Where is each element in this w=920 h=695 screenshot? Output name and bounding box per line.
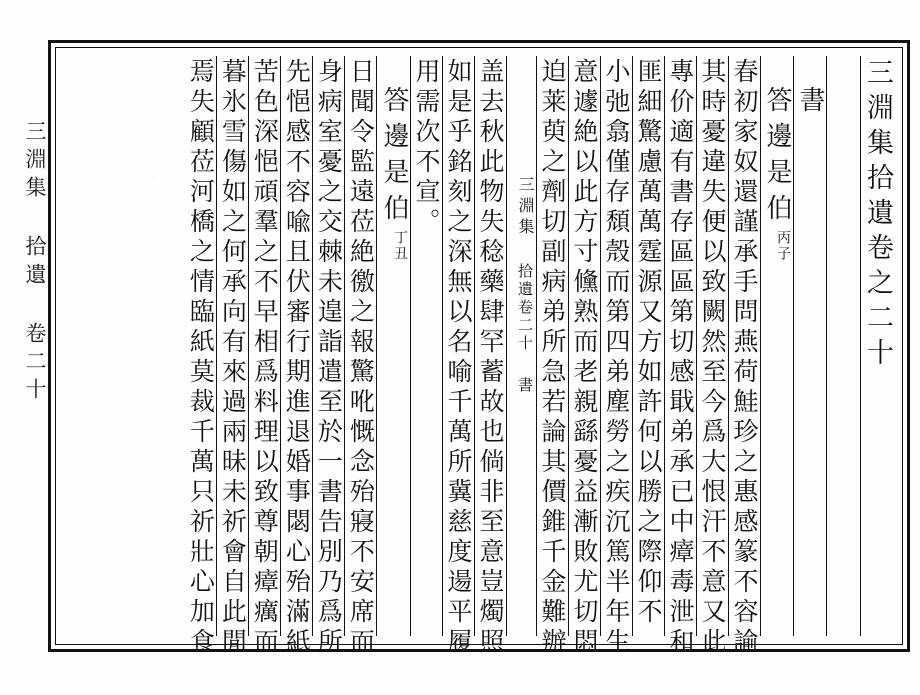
column-letter-heading-1 <box>761 56 794 636</box>
column-body-16: 焉失顧莅河橋之情臨紙莫裁千萬只祈壯心加食 <box>186 58 216 658</box>
letter-recipient-2: 答邊是伯 <box>379 86 409 230</box>
column-body-14: 苦色深悒頑羣之不早相爲料理以致尊朝瘴癘而 <box>250 58 280 658</box>
column-letter-heading-2 <box>377 56 411 636</box>
column-body-3: 專价適有書存區區第切感戢弟承已中瘴毒泄和 <box>666 58 695 658</box>
column-body-11: 日聞令監遠莅絶徼之報驚吪慨念殆寢不安席而 <box>346 58 376 658</box>
fold-section: 書 <box>516 377 534 395</box>
column-body-8: 盖去秋此物失稔藥肆罕蓄故也倘非至意豈燭照 <box>476 58 505 658</box>
column-body-1: 春初家奴還謹承手問燕荷鮭珍之惠感篆不容諭 <box>730 58 759 658</box>
column-body-7: 迫莱萸之劑切副病弟所急若論其價錐千金難辦 <box>538 58 567 658</box>
running-head-left: 三淵集 拾遺 卷二十 <box>23 120 47 406</box>
fold-volume: 拾遺卷二十 <box>516 263 534 353</box>
column-body-15: 暮氷雪傷如之何承向有來過兩昧未祈會自此閒 <box>218 58 248 658</box>
column-body-9: 如是乎銘刻之深無以名喻千萬所冀慈度逿平履 <box>444 58 473 658</box>
letter-date-annotation-2: 丁丑 <box>392 230 408 262</box>
column-spacer-1 <box>827 56 861 636</box>
column-title: 三淵集拾遺卷之二十 <box>862 58 893 373</box>
woodblock-frame <box>48 40 910 658</box>
column-body-4: 匪細驚慮萬萬霆源又方如許何以勝之際仰不 <box>633 56 665 636</box>
column-body-13: 先悒感不容喩且伏審行期進退婚事閟心殆滿紙 <box>282 58 312 658</box>
column-body-5: 小弛翕僅存頹殼而第四弟塵勞之疾沉篤半年生 <box>602 58 631 658</box>
column-section-header: 書 <box>794 56 827 636</box>
column-body-6: 意遽絶以此方寸儵熟而老親繇憂益漸敗尤切悶 <box>570 58 599 658</box>
column-body-2: 其時憂違失便以致闕然至今爲大恨汗不意又此 <box>698 58 727 658</box>
column-body-12: 身病室憂之交棘未遑詣遣至於一書告別乃爲所 <box>314 58 344 658</box>
letter-recipient-1: 答邊是伯 <box>762 86 792 230</box>
letter-date-annotation-1: 丙子 <box>775 230 791 262</box>
column-body-10: 用需次不宣。 <box>411 56 443 636</box>
woodblock-frame-inner <box>55 47 903 658</box>
text-columns <box>64 56 894 658</box>
fold-title: 三淵集 <box>516 176 535 239</box>
column-center-fold <box>507 56 537 636</box>
